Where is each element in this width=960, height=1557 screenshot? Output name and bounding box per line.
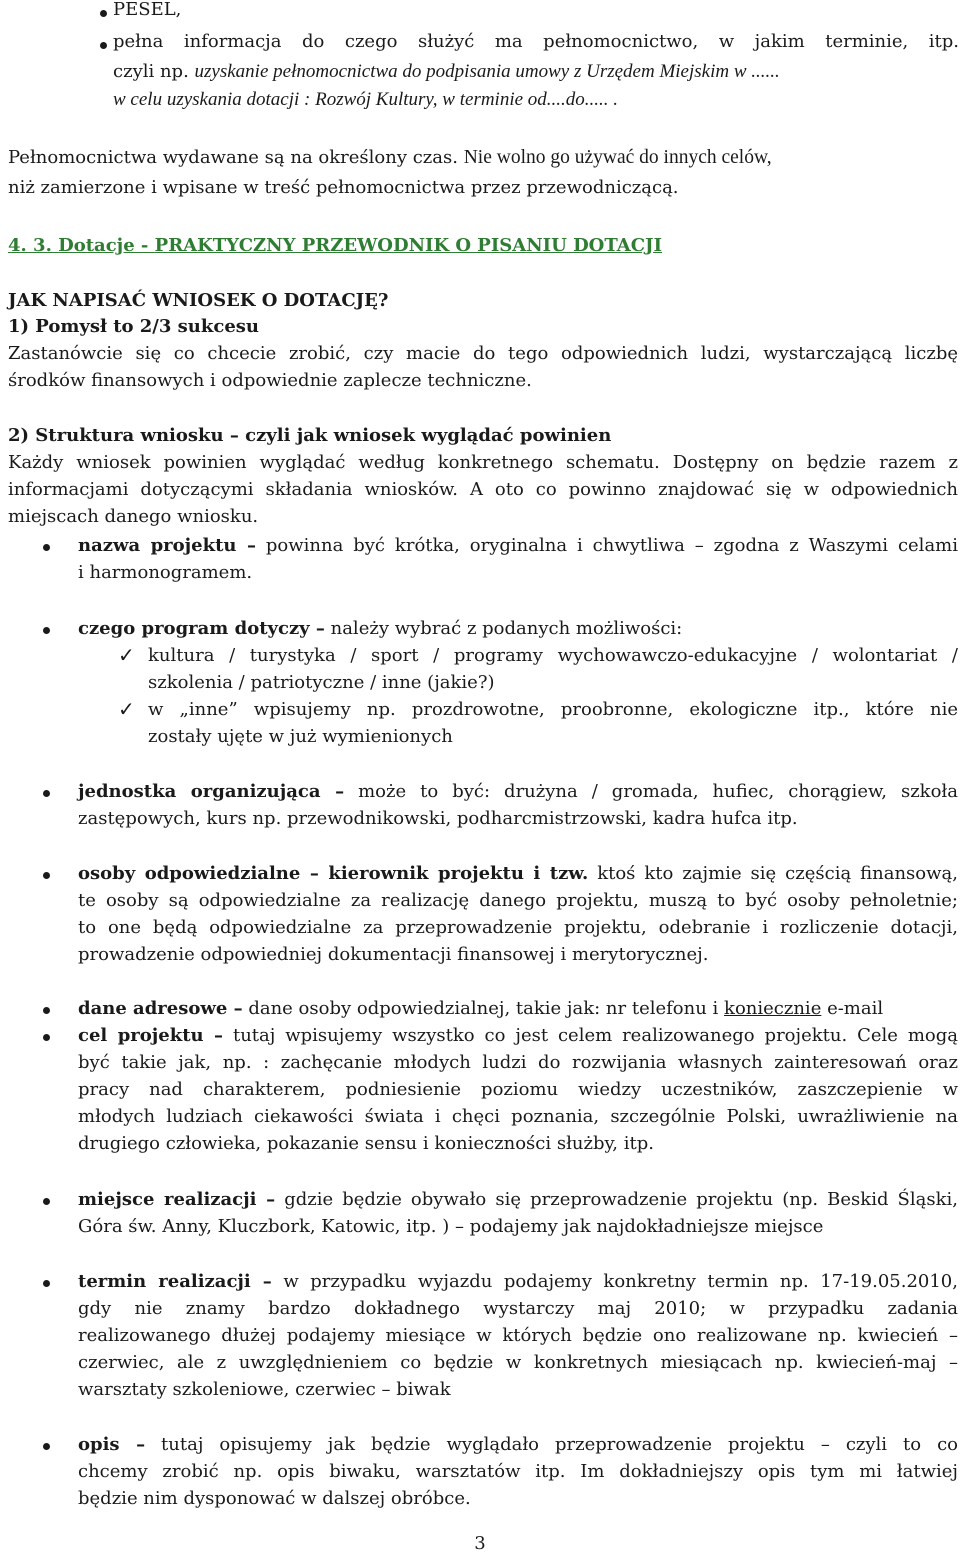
- check-icon: ✓: [118, 697, 135, 721]
- list-item-line: młodych ludziach ciekawości świata i chęci poznania, szczególnie Polski, uwrażliwienie na: [78, 1106, 958, 1127]
- text-span: ktoś kto zajmie się częścią finansową,: [588, 863, 958, 884]
- list-item-line: Góra św. Anny, Kluczbork, Katowic, itp. ) – podajemy jak najdokładniejsze miejsce: [78, 1216, 824, 1237]
- section-title: [8, 232, 662, 259]
- text-span: Pełnomocnictwa wydawane są na określony czas.: [8, 147, 464, 168]
- list-item-line: czerwiec, ale z uwzględnieniem co będzie w konkretnych miesiącach np. kwiecień-maj –: [78, 1352, 958, 1373]
- page-number: 3: [474, 1533, 486, 1554]
- list-item-line: [78, 1022, 958, 1049]
- paragraph-line: środków finansowych i odpowiednie zaplecze techniczne.: [8, 370, 532, 391]
- bullet: [43, 1280, 50, 1287]
- bullet: [43, 1034, 50, 1041]
- bullet: [100, 10, 107, 17]
- list-item-line: prowadzenie odpowiedniej dokumentacji finansowej i merytorycznej.: [78, 944, 709, 965]
- list-item-line: drugiego człowieka, pokazanie sensu i konieczności służby, itp.: [78, 1133, 654, 1154]
- paragraph-line: Zastanówcie się co chcecie zrobić, czy macie do tego odpowiednich ludzi, wystarczającą liczbę: [8, 343, 958, 364]
- list-item-line: [78, 778, 958, 805]
- bullet: [100, 42, 107, 49]
- list-item-line: chcemy zrobić np. opis biwaku, warsztatów itp. Im dokładniejszy opis tym mi łatwiej: [78, 1461, 958, 1482]
- text-span: czyli np.: [113, 61, 195, 82]
- bullet: [43, 872, 50, 879]
- intro-line: [8, 144, 772, 171]
- bullet: [43, 1443, 50, 1450]
- check-item-line: w „inne” wpisujemy np. prozdrowotne, proobronne, ekologiczne itp., które nie: [148, 699, 958, 720]
- list-item-info-line: pełna informacja do czego służyć ma pełnomocnictwo, w jakim terminie, itp.: [113, 31, 959, 52]
- text-span: może to być: drużyna / gromada, hufiec, chorągiew, szkoła: [344, 781, 958, 802]
- check-item-line: zostały ujęte w już wymienionych: [148, 726, 453, 747]
- list-item-info-line: w celu uzyskania dotacji : Rozwój Kultury, w terminie od....do..... .: [113, 89, 619, 110]
- section-number: 4. 3.: [8, 235, 59, 256]
- list-item-line: [78, 860, 958, 887]
- list-item-line: być takie jak, np. : zachęcanie młodych ludzi do rozwijania własnych zainteresowań oraz: [78, 1052, 958, 1073]
- list-item-pesel: PESEL,: [113, 0, 182, 20]
- text-span: tutaj wpisujemy wszystko co jest celem realizowanego projektu. Cele mogą: [223, 1025, 958, 1046]
- bullet: [43, 544, 50, 551]
- list-item-line: będzie nim dysponować w dalszej obróbce.: [78, 1488, 471, 1509]
- bullet: [43, 790, 50, 797]
- check-item-line: szkolenia / patriotyczne / inne (jakie?): [148, 672, 495, 693]
- list-item-line: [78, 1431, 958, 1458]
- section-title-b: PRAKTYCZNY PRZEWODNIK O PISANIU DOTACJI: [154, 235, 662, 256]
- text-span: Nie wolno go używać do innych celów,: [463, 147, 772, 168]
- list-item-line: realizowanego dłużej podajemy miesiące w których będzie ono realizowane np. kwiecień –: [78, 1325, 958, 1346]
- paragraph-line: informacjami dotyczącymi składania wniosków. A oto co powinno znajdować się w odpowiednich: [8, 479, 958, 500]
- bullet: [43, 1198, 50, 1205]
- list-item-line: pracy nad charakterem, podniesienie poziomu wiedzy uczestników, zaszczepienie w: [78, 1079, 958, 1100]
- list-item-info-line: [113, 58, 780, 85]
- intro-line: niż zamierzone i wpisane w treść pełnomocnictwa przez przewodniczącą.: [8, 177, 679, 198]
- item-label: jednostka organizująca –: [78, 781, 345, 802]
- list-item-line: te osoby są odpowiedzialne za realizację danego projektu, muszą to być osoby pełnoletnie;: [78, 890, 958, 911]
- list-item-line: [78, 1186, 958, 1213]
- item-label: cel projektu –: [78, 1025, 224, 1046]
- text-span: tutaj opisujemy jak będzie wyglądało przeprowadzenie projektu – czyli to co: [145, 1434, 958, 1455]
- list-item-line: [78, 995, 883, 1022]
- list-item-line: [78, 1268, 958, 1295]
- list-item-line: warsztaty szkoleniowe, czerwiec – biwak: [78, 1379, 451, 1400]
- item-label: opis –: [78, 1434, 146, 1455]
- item-label: dane adresowe –: [78, 998, 243, 1019]
- text-span: dane osoby odpowiedzialnej, takie jak: nr telefonu i: [242, 998, 725, 1019]
- paragraph-title: 2) Struktura wniosku – czyli jak wniosek wyglądać powinien: [8, 425, 612, 446]
- item-label: termin realizacji –: [78, 1271, 272, 1292]
- text-span: w przypadku wyjazdu podajemy konkretny termin np. 17-19.05.2010,: [271, 1271, 958, 1292]
- guide-heading: JAK NAPISAĆ WNIOSEK O DOTACJĘ?: [8, 290, 389, 311]
- italic-example: uzyskanie pełnomocnictwa do podpisania umowy z Urzędem Miejskim w ......: [194, 61, 780, 82]
- item-label: osoby odpowiedzialne – kierownik projektu i tzw.: [78, 863, 589, 884]
- list-item-line: [78, 532, 958, 559]
- item-label: nazwa projektu –: [78, 535, 256, 556]
- list-item-line: gdy nie znamy bardzo dokładnego wystarczy maj 2010; w przypadku zadania: [78, 1298, 958, 1319]
- list-item-line: to one będą odpowiedzialne za przeprowadzenie projektu, odebranie i rozliczenie dotacji,: [78, 917, 958, 938]
- bullet: [43, 627, 50, 634]
- paragraph-line: Każdy wniosek powinien wyglądać według konkretnego schematu. Dostępny on będzie razem z: [8, 452, 958, 473]
- text-span: e-mail: [821, 998, 884, 1019]
- section-title-a: Dotacje -: [58, 235, 155, 256]
- text-span: należy wybrać z podanych możliwości:: [324, 618, 683, 639]
- list-item-line: i harmonogramem.: [78, 562, 253, 583]
- check-item-line: kultura / turystyka / sport / programy wychowawczo-edukacyjne / wolontariat /: [148, 645, 958, 666]
- text-span: powinna być krótka, oryginalna i chwytliwa – zgodna z Waszymi celami: [255, 535, 958, 556]
- item-label: miejsce realizacji –: [78, 1189, 276, 1210]
- list-item-line: zastępowych, kurs np. przewodnikowski, podharcmistrzowski, kadra hufca itp.: [78, 808, 798, 829]
- bullet: [43, 1007, 50, 1014]
- list-item-line: [78, 615, 682, 642]
- check-icon: ✓: [118, 643, 135, 667]
- text-span: gdzie będzie obywało się przeprowadzenie projektu (np. Beskid Śląski,: [275, 1189, 958, 1210]
- paragraph-line: miejscach danego wniosku.: [8, 506, 259, 527]
- paragraph-title: 1) Pomysł to 2/3 sukcesu: [8, 316, 259, 337]
- item-label: czego program dotyczy –: [78, 618, 325, 639]
- underlined-word: koniecznie: [724, 998, 822, 1019]
